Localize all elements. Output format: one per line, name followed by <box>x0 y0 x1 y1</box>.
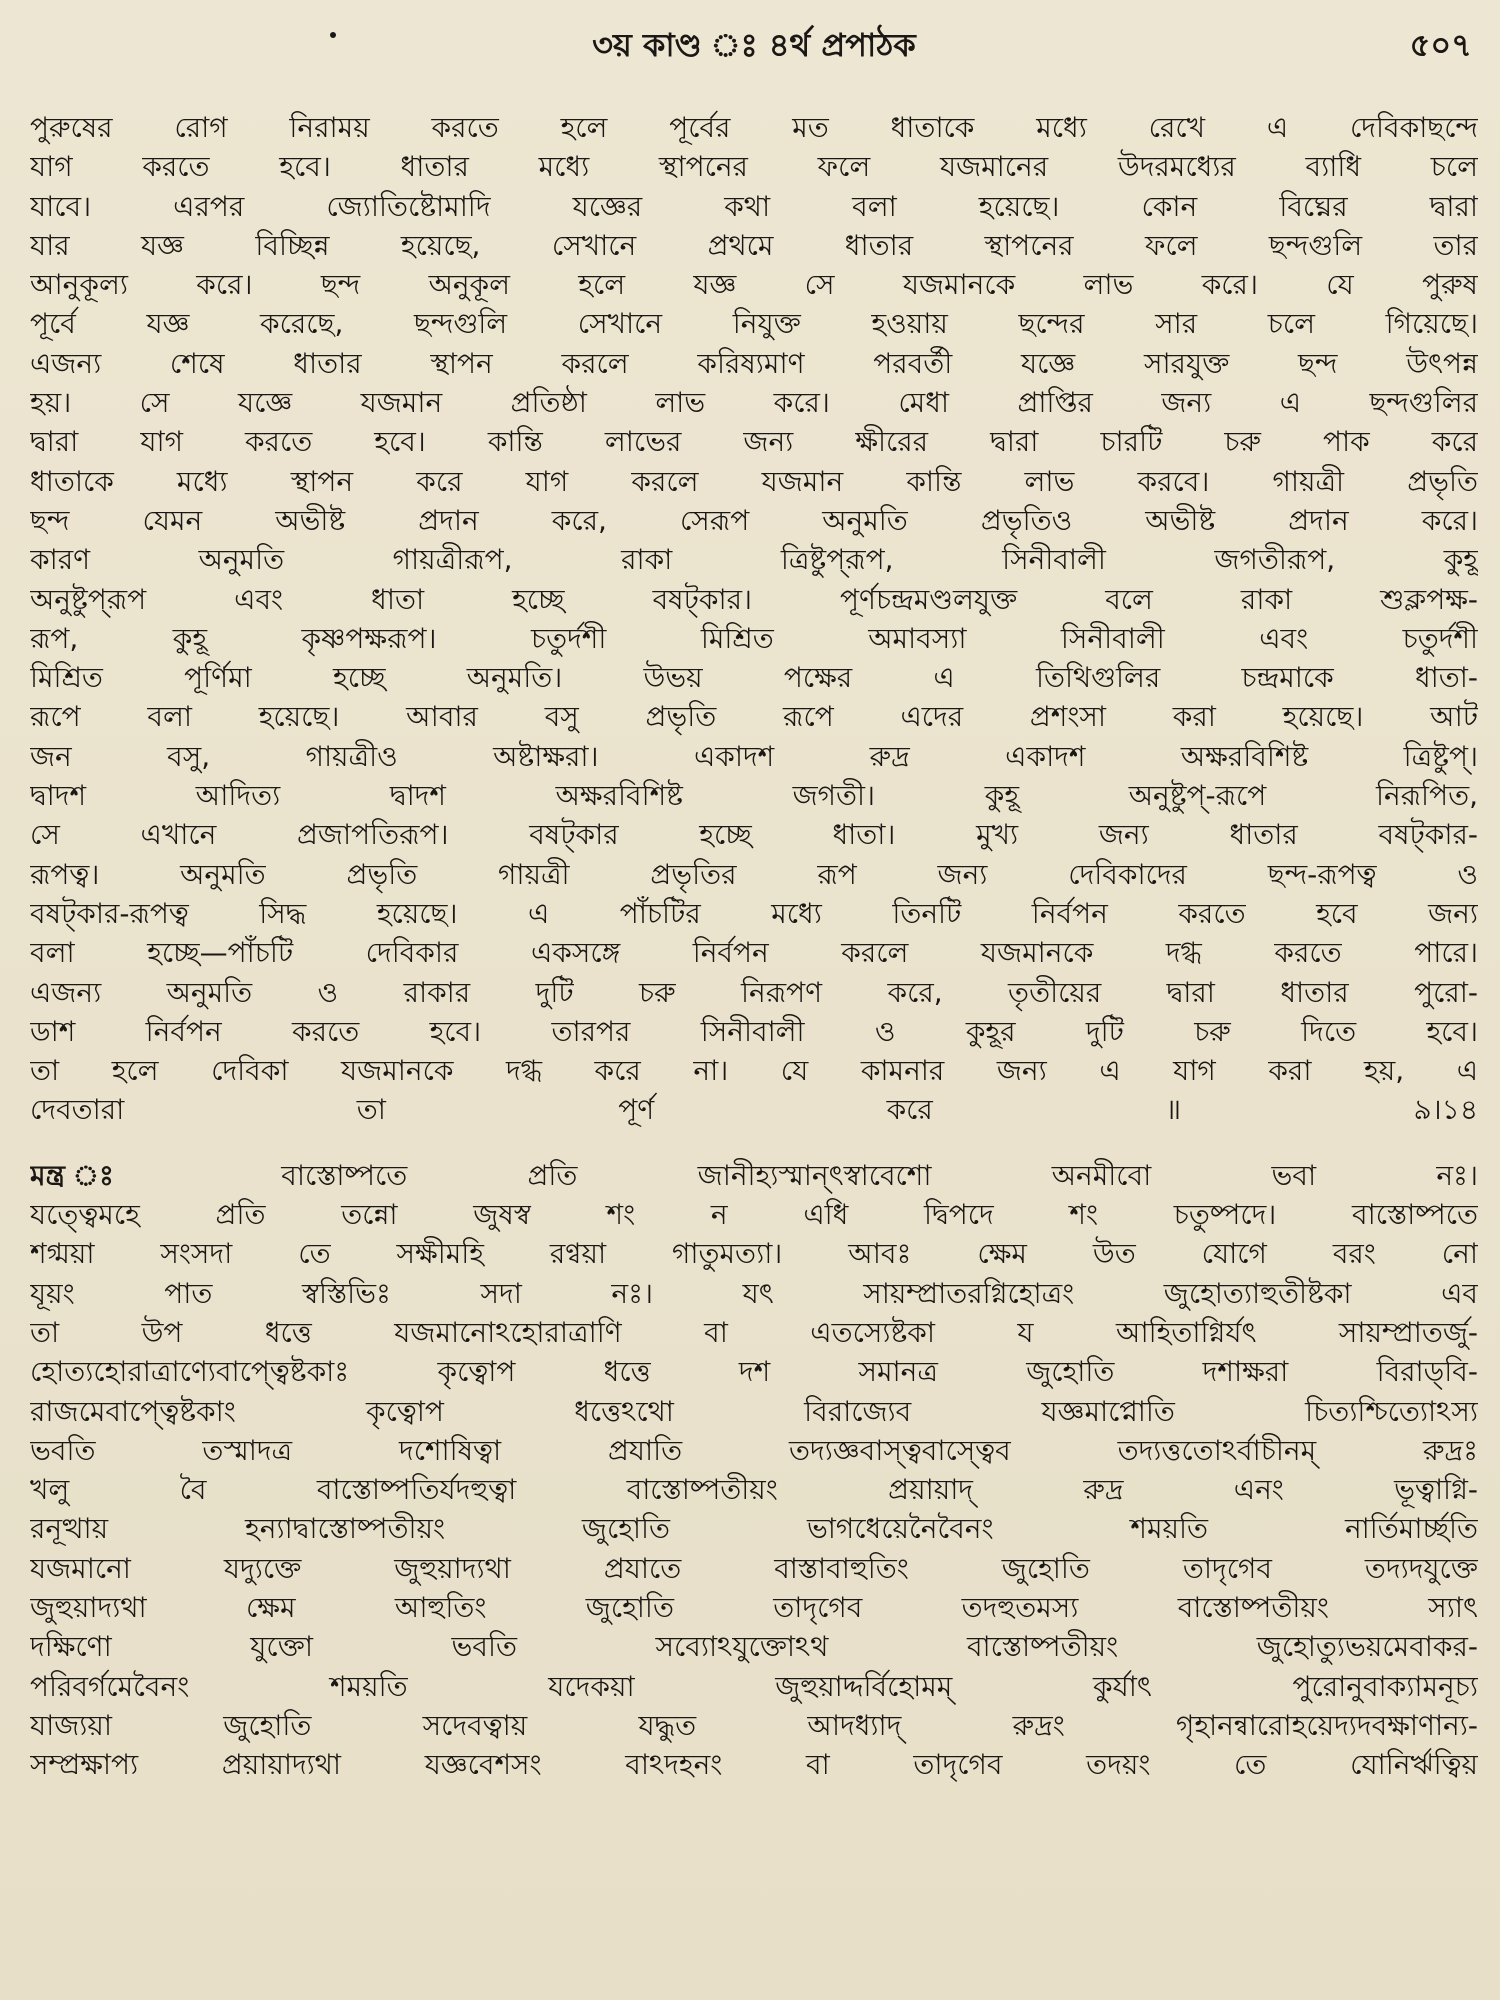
text-line <box>30 226 1478 265</box>
text-line <box>30 540 1478 579</box>
text-line <box>30 344 1478 383</box>
line-text: পুরুষের রোগ নিরাময় করতে হলে পূর্বের মত ধাতাকে মধ্যে রেখে এ দেবিকাছন্দে <box>30 111 1478 144</box>
text-line <box>30 737 1478 776</box>
page-number: ৫০৭ <box>1409 26 1472 64</box>
text-line <box>30 973 1478 1012</box>
text-line <box>30 1352 1478 1391</box>
text-line <box>30 1051 1478 1090</box>
text-line <box>30 1090 1478 1129</box>
line-text: কারণ অনুমতি গায়ত্রীরূপ, রাকা ত্রিষ্টুপ্‌রূপ, সিনীবালী জগতীরূপ, কুহূ <box>30 543 1478 577</box>
text-line <box>30 1274 1478 1313</box>
line-text: বলা হচ্ছে—পাঁচটি দেবিকার একসঙ্গে নির্বপন করলে যজমানকে দগ্ধ করতে পারে। <box>30 936 1478 970</box>
text-line <box>30 265 1478 304</box>
text-line <box>30 1156 1478 1195</box>
text-line <box>30 697 1478 736</box>
line-text: ছন্দ যেমন অভীষ্ট প্রদান করে, সেরূপ অনুমতি প্রভৃতিও অভীষ্ট প্রদান করে। <box>30 503 1478 537</box>
text-line <box>30 894 1478 933</box>
line-text: যাগ করতে হবে। ধাতার মধ্যে স্থাপনের ফলে যজমানের উদরমধ্যের ব্যাধি চলে <box>30 150 1478 184</box>
text-line <box>30 1745 1478 1784</box>
line-text: বষট্‌কার-রূপত্ব সিদ্ধ হয়েছে। এ পাঁচটির মধ্যে তিনটি নির্বপন করতে হবে জন্য <box>30 896 1478 930</box>
line-text: দেবতারা তা পূর্ণ করে ॥ ৯।১৪ <box>30 1093 1478 1127</box>
text-line <box>30 1509 1478 1548</box>
chapter-heading: ৩য় কাণ্ড ঃ ৪র্থ প্রপাঠক <box>592 26 916 64</box>
line-text: রূপত্ব। অনুমতি প্রভৃতি গায়ত্রী প্রভৃতির রূপ জন্য দেবিকাদের ছন্দ-রূপত্ব ও <box>30 857 1478 891</box>
line-text: বাস্তোষ্পতে প্রতি জানীহ্যস্মান্‌ৎস্বাবেশো অনমীবো ভবা নঃ। <box>281 1158 1478 1192</box>
line-text: জন বসু, গায়ত্রীও অষ্টাক্ষরা। একাদশ রুদ্র একাদশ অক্ষরবিশিষ্ট ত্রিষ্টুপ্‌। <box>30 739 1478 773</box>
line-text: রাজমেবাপ্ত্বেষ্টকাং কৃত্বোপ ধত্তেঽথো বিরাজ্যেব যজ্ঞমাপ্নোতি চিত্যশ্চিত্যোঽস্য <box>30 1394 1478 1428</box>
text-line <box>30 1195 1478 1234</box>
text-line <box>30 383 1478 422</box>
text-line <box>30 1549 1478 1588</box>
line-text: হোত্যহোরাত্রাণ্যেবাপ্ত্বেষ্টকাঃ কৃত্বোপ ধত্তে দশ সমানত্র জুহোতি দশাক্ষরা বিরাড্‌বি- <box>30 1355 1478 1389</box>
text-line <box>30 1706 1478 1745</box>
line-text: জুহুয়াদ্যথা ক্ষেম আহুতিং জুহোতি তাদৃগেব তদহুতমস্য বাস্তোষ্পতীয়ং স্যাৎ <box>30 1590 1478 1624</box>
line-text: আনুকূল্য করে। ছন্দ অনুকূল হলে যজ্ঞ সে যজমানকে লাভ করে। যে পুরুষ <box>30 268 1478 302</box>
paragraph-gap <box>30 1130 1478 1156</box>
paragraph-commentary <box>30 108 1478 1130</box>
line-text: হয়। সে যজ্ঞে যজমান প্রতিষ্ঠা লাভ করে। মেধা প্রাপ্তির জন্য এ ছন্দগুলির <box>30 386 1478 420</box>
line-text: ডাশ নির্বপন করতে হবে। তারপর সিনীবালী ও কুহূর দুটি চরু দিতে হবে। <box>30 1014 1478 1048</box>
line-text: দ্বাদশ আদিত্য দ্বাদশ অক্ষরবিশিষ্ট জগতী। কুহূ অনুষ্টুপ্‌-রূপে নিরূপিত, <box>30 779 1478 813</box>
mantra-label: মন্ত্র ঃ <box>30 1158 226 1192</box>
line-text: যত্ত্বেমহে প্রতি তন্নো জুষস্ব শং ন এধি দ্বিপদে শং চতুষ্পদে। বাস্তোষ্পতে <box>30 1198 1478 1232</box>
text-line <box>30 855 1478 894</box>
paragraph-mantra <box>30 1156 1478 1785</box>
line-text: যাবে। এরপর জ্যোতিষ্টোমাদি যজ্ঞের কথা বলা হয়েছে। কোন বিঘ্নের দ্বারা <box>30 189 1478 223</box>
text-line <box>30 580 1478 619</box>
line-text: তা হলে দেবিকা যজমানকে দগ্ধ করে না। যে কামনার জন্য এ যাগ করা হয়, এ <box>30 1054 1478 1088</box>
text-line <box>30 815 1478 854</box>
text-line <box>30 1431 1478 1470</box>
text-line <box>30 658 1478 697</box>
text-line <box>30 1470 1478 1509</box>
text-line <box>30 1627 1478 1666</box>
line-text: মিশ্রিত পূর্ণিমা হচ্ছে অনুমতি। উভয় পক্ষের এ তিথিগুলির চন্দ্রমাকে ধাতা- <box>30 661 1478 695</box>
line-text: তা উপ ধত্তে যজমানোঽহোরাত্রাণি বা এতস্যেষ্টকা য আহিতাগ্নির্যৎ সায়ম্প্রাতর্জু- <box>30 1315 1478 1349</box>
line-text: সম্প্রক্ষাপ্য প্রয়ায়াদ্যথা যজ্ঞবেশসং বাঽদহনং বা তাদৃগেব তদয়ং তে যোনির্ঋত্বিয় <box>30 1748 1478 1782</box>
line-text: যজমানো যদ্যুক্তে জুহুয়াদ্যথা প্রযাতে বাস্তাবাহুতিং জুহোতি তাদৃগেব তদ্যদযুক্তে <box>30 1551 1478 1585</box>
text-line <box>30 1313 1478 1352</box>
line-text: দক্ষিণো যুক্তো ভবতি সব্যোঽযুক্তোঽথ বাস্তোষ্পতীয়ং জুহোত্যুভয়মেবাকর- <box>30 1630 1478 1664</box>
text-line <box>30 1667 1478 1706</box>
text-line <box>30 1012 1478 1051</box>
line-text: শগ্ময়া সংসদা তে সক্ষীমহি রণ্বয়া গাতুমত্যা। আবঃ ক্ষেম উত যোগে বরং নো <box>30 1237 1478 1271</box>
line-text: এজন্য অনুমতি ও রাকার দুটি চরু নিরূপণ করে, তৃতীয়ের দ্বারা ধাতার পুরো- <box>30 975 1478 1009</box>
text-line <box>30 776 1478 815</box>
line-text: যাজ্যয়া জুহোতি সদেবত্বায় যদ্ধুত আদধ্যাদ্‌ রুদ্রং গৃহানন্বারোহয়েদ্যদবক্ষাণান্য- <box>30 1708 1478 1742</box>
text-line <box>30 1234 1478 1273</box>
text-line <box>30 619 1478 658</box>
line-text: রূপে বলা হয়েছে। আবার বসু প্রভৃতি রূপে এদের প্রশংসা করা হয়েছে। আট <box>30 700 1478 734</box>
line-text: এজন্য শেষে ধাতার স্থাপন করলে করিষ্যমাণ পরবর্তী যজ্ঞে সারযুক্ত ছন্দ উৎপন্ন <box>30 346 1478 380</box>
text-line <box>30 933 1478 972</box>
line-text: পূর্বে যজ্ঞ করেছে, ছন্দগুলি সেখানে নিযুক্ত হওয়ায় ছন্দের সার চলে গিয়েছে। <box>30 307 1478 341</box>
line-text: খলু বৈ বাস্তোষ্পতির্যদহুত্বা বাস্তোষ্পতীয়ং প্রয়ায়াদ্‌ রুদ্র এনং ভূত্বাগ্নি- <box>30 1473 1478 1507</box>
text-line <box>30 304 1478 343</box>
text-line <box>30 187 1478 226</box>
running-header <box>30 18 1478 68</box>
line-text: ভবতি তস্মাদত্র দশোষিত্বা প্রযাতি তদ্যজ্ঞবাস্ত্ববাস্ত্বেব তদ্যত্ততোঽর্বাচীনম্‌ রুদ্রঃ <box>30 1433 1478 1467</box>
line-text: যার যজ্ঞ বিচ্ছিন্ন হয়েছে, সেখানে প্রথমে ধাতার স্থাপনের ফলে ছন্দগুলি তার <box>30 228 1478 262</box>
line-text: রূপ, কুহূ কৃষ্ণপক্ষরূপ। চতুর্দশী মিশ্রিত অমাবস্যা সিনীবালী এবং চতুর্দশী <box>30 621 1478 655</box>
line-text: ধাতাকে মধ্যে স্থাপন করে যাগ করলে যজমান কান্তি লাভ করবে। গায়ত্রী প্রভৃতি <box>30 464 1478 498</box>
text-line <box>30 108 1478 147</box>
text-line <box>30 422 1478 461</box>
line-text: যূয়ং পাত স্বস্তিভিঃ সদা নঃ। যৎ সায়ম্প্রাতরগ্নিহোত্রং জুহোত্যাহুতীষ্টকা এব <box>30 1276 1478 1310</box>
text-line <box>30 462 1478 501</box>
text-line <box>30 1588 1478 1627</box>
text-line <box>30 501 1478 540</box>
line-text: সে এখানে প্রজাপতিরূপ। বষট্‌কার হচ্ছে ধাতা। মুখ্য জন্য ধাতার বষট্‌কার- <box>30 818 1478 852</box>
text-line <box>30 1392 1478 1431</box>
text-line <box>30 147 1478 186</box>
line-text: দ্বারা যাগ করতে হবে। কান্তি লাভের জন্য ক্ষীরের দ্বারা চারটি চরু পাক করে <box>30 425 1478 459</box>
line-text: পরিবর্গমেবৈনং শময়তি যদেকয়া জুহুয়াদ্দর্বিহোমম্‌ কুর্যাৎ পুরোনুবাক্যামনূচ্য <box>30 1669 1478 1703</box>
line-text: রনূত্থায় হন্যাদ্বাস্তোষ্পতীয়ং জুহোতি ভাগধেয়েনৈবৈনং শময়তি নার্তিমার্চ্ছতি <box>30 1512 1478 1546</box>
line-text: অনুষ্টুপ্‌রূপ এবং ধাতা হচ্ছে বষট্‌কার। পূর্ণচন্দ্রমণ্ডলযুক্ত বলে রাকা শুক্লপক্ষ- <box>30 582 1478 616</box>
body-text <box>30 108 1478 1784</box>
